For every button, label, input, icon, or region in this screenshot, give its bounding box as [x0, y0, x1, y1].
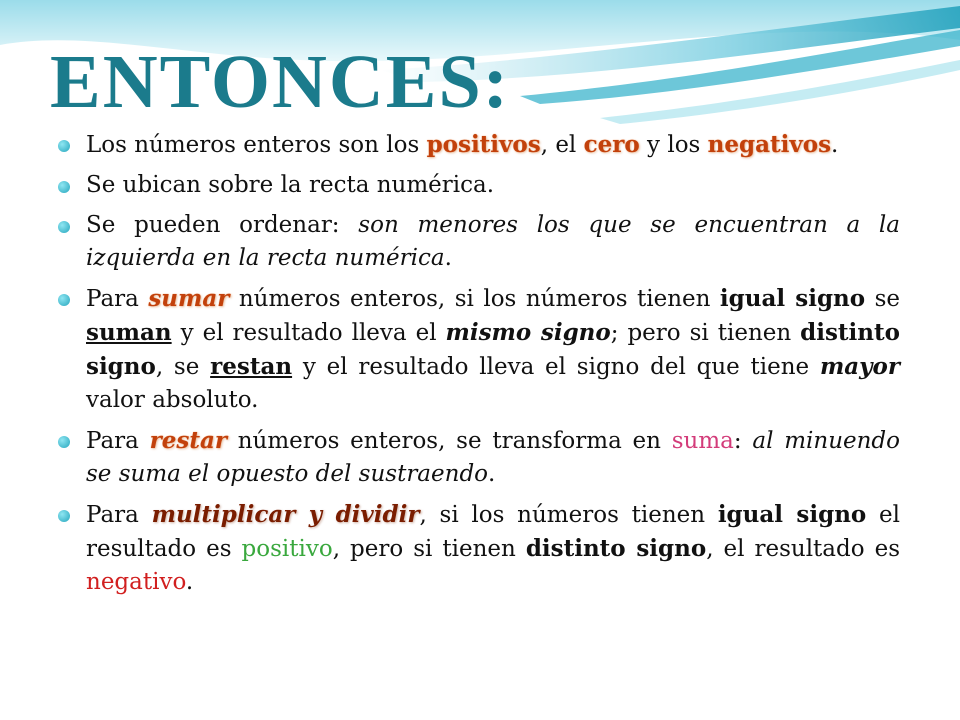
text: , se: [155, 354, 211, 380]
text: se: [865, 286, 900, 312]
text-bold-italic: mayor: [819, 353, 900, 380]
text-bold-italic: mismo signo: [445, 319, 611, 346]
bullet-icon: [58, 221, 70, 233]
text: , el resultado es: [706, 536, 901, 562]
text: , si los números tienen: [419, 502, 718, 528]
text: Para: [86, 286, 149, 312]
keyword-restar: restar: [149, 427, 227, 454]
keyword-suma: suma: [671, 428, 734, 454]
keyword-multiplicar-dividir: multiplicar y dividir: [151, 501, 420, 528]
slide-title: ENTONCES:: [50, 40, 511, 124]
bullet-item-restar: [56, 424, 900, 491]
text: Para: [86, 502, 152, 528]
text-bold-underline: restan: [210, 353, 293, 380]
text: el resultado es: [86, 502, 900, 562]
keyword-positivos: positivos: [426, 131, 541, 158]
text: .: [488, 461, 496, 487]
text: Para: [86, 428, 150, 454]
keyword-positivo: positivo: [241, 536, 333, 562]
text: Se pueden ordenar:: [86, 212, 359, 238]
text: números enteros, si los números tienen: [229, 286, 720, 312]
text: .: [185, 569, 194, 595]
text-bold: distinto signo: [525, 535, 707, 562]
text: Se ubican sobre la recta numérica.: [86, 172, 495, 198]
text: ; pero si tienen: [610, 320, 801, 346]
keyword-negativo: negativo: [86, 569, 186, 595]
bullet-icon: [58, 140, 70, 152]
text: .: [444, 245, 452, 271]
text: :: [733, 428, 753, 454]
bullet-item-ordenar: [56, 209, 900, 275]
bullet-item-recta: [56, 169, 900, 202]
text-bold: distinto signo: [86, 319, 900, 380]
text: .: [831, 132, 839, 158]
text: números enteros, se transforma en: [226, 428, 672, 454]
text-bold: igual signo: [719, 285, 866, 312]
bullet-icon: [58, 436, 70, 448]
bullet-item-sumar: [56, 282, 900, 417]
bullet-list: [56, 128, 900, 606]
text-bold: igual signo: [717, 501, 867, 528]
text: y los: [639, 132, 708, 158]
text-italic: son menores los que se encuentran a la izquierda en la recta numérica: [86, 212, 900, 271]
bullet-icon: [58, 181, 70, 193]
text: Los números enteros son los: [86, 132, 427, 158]
text: valor absoluto.: [86, 387, 259, 413]
keyword-sumar: sumar: [148, 285, 230, 312]
bullet-icon: [58, 294, 70, 306]
bullet-icon: [58, 510, 70, 522]
keyword-cero: cero: [583, 131, 640, 158]
text: , el: [540, 132, 584, 158]
bullet-item-enteros: [56, 128, 900, 162]
text: y el resultado lleva el: [171, 320, 446, 346]
bullet-item-multiplicar: [56, 498, 900, 599]
text-italic: al minuendo se suma el opuesto del sustraendo: [86, 428, 901, 487]
keyword-negativos: negativos: [707, 131, 832, 158]
text: , pero si tienen: [332, 536, 526, 562]
text-bold-underline: suman: [86, 319, 172, 346]
text: y el resultado lleva el signo del que tiene: [292, 354, 820, 380]
